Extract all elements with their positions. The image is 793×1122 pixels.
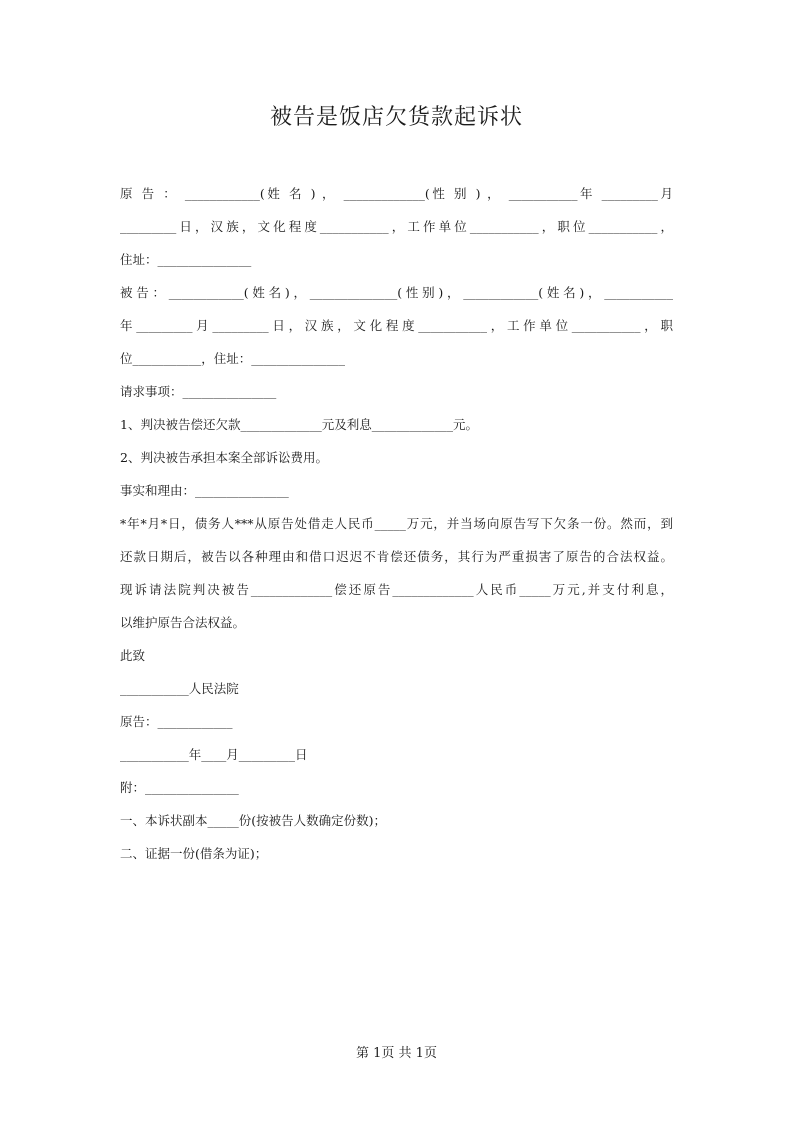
signature-date: ___________年____月_________日 — [120, 747, 308, 762]
facts-line-4: 以维护原告合法权益。 — [120, 615, 246, 630]
signature-plaintiff: 原告：____________ — [120, 714, 233, 729]
defendant-line-1: 被告：____________(姓名)，______________(性别)，____________(姓名)，___________ — [120, 285, 673, 300]
defendant-line-2: 年_________月_________日，汉族，文化程度___________，工作单位___________，职 — [120, 318, 673, 333]
facts-line-2: 还款日期后，被告以各种理由和借口迟迟不肯偿还债务，其行为严重损害了原告的合法权益。 — [120, 549, 673, 564]
plaintiff-line-1: 原 告 ： ____________(姓 名 ) ， _____________(性 别 ) ， ___________年 _________月 — [120, 186, 673, 201]
facts-line-1: *年*月*日，债务人***从原告处借走人民币_____万元，并当场向原告写下欠条一份。然而，到 — [120, 516, 673, 531]
claim-item-2: 2、判决被告承担本案全部诉讼费用。 — [120, 450, 328, 465]
defendant-line-3: 位___________，住址：_______________ — [120, 351, 346, 366]
attachments-heading: 附：_______________ — [120, 780, 239, 795]
facts-line-3: 现诉请法院判决被告_____________偿还原告_____________人民币_____万元,并支付利息， — [120, 582, 673, 597]
court-name: ___________人民法院 — [120, 681, 239, 696]
facts-heading: 事实和理由：_______________ — [120, 483, 289, 498]
plaintiff-line-2: _________日，汉族，文化程度___________，工作单位___________，职位___________， — [120, 219, 673, 234]
claim-item-1: 1、判决被告偿还欠款_____________元及利息_____________元。 — [120, 417, 478, 432]
attachment-item-2: 二、证据一份(借条为证)； — [120, 846, 268, 861]
salutation: 此致 — [120, 648, 146, 663]
page-footer: 第 1页 共 1页 — [356, 1046, 437, 1061]
claims-heading: 请求事项：_______________ — [120, 384, 277, 399]
plaintiff-address: 住址：_______________ — [120, 252, 252, 267]
document-title: 被告是饭店欠货款起诉状 — [269, 105, 523, 130]
attachment-item-1: 一、本诉状副本_____份(按被告人数确定份数)； — [120, 813, 387, 828]
